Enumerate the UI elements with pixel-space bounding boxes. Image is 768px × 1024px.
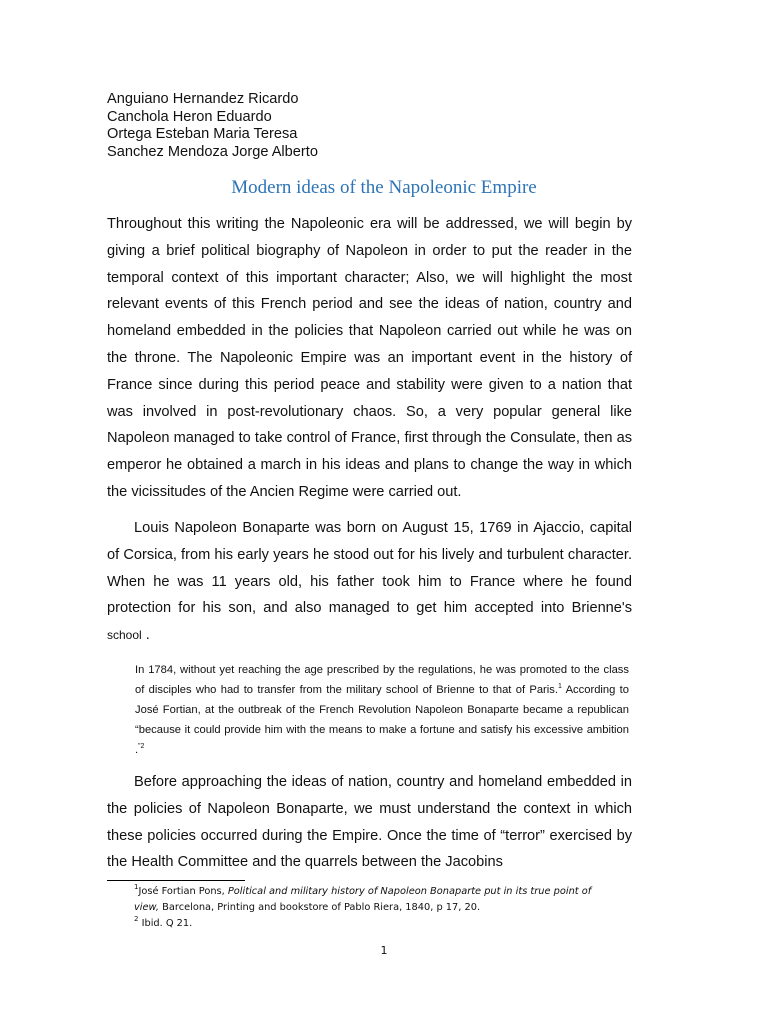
footnote-1-number: 1	[134, 883, 139, 891]
block-quote	[135, 660, 629, 760]
author-list	[107, 91, 318, 161]
birth-paragraph-end-word: school	[107, 628, 142, 643]
footnotes	[134, 884, 634, 932]
footnote-1-title: Political and military history of Napoleon Bonaparte put in its true point of	[227, 886, 592, 897]
footnote-2	[134, 916, 634, 932]
document-title: Modern ideas of the Napoleonic Empire	[231, 177, 537, 198]
birth-paragraph	[107, 515, 632, 649]
context-paragraph: Before approaching the ideas of nation, country and homeland embedded in the policies of Napoleon Bonaparte, we must understand the context in which these policies occurred during the Empire. Once the time of “terror” exercised by the Health Committee and the quarrels between the Jacobins	[107, 774, 632, 871]
intro-paragraph: Throughout this writing the Napoleonic era will be addressed, we will begin by giving a brief political biography of Napoleon in order to put the reader in the temporal context of this important character; Also, we will highlight the most relevant events of this French period and see the ideas of nation, country and homeland embedded in the policies that Napoleon carried out while he was on the throne. The Napoleonic Empire was an important event in the history of France since during this period peace and stability were given to a nation that was involved in post-revolutionary chaos. So, a very popular general like Napoleon managed to take control of France, first through the Consulate, then as emperor he obtained a march in his ideas and plans to change the way in which the vicissitudes of the Ancien Regime were carried out.	[107, 216, 632, 500]
footnote-1-continued	[134, 900, 634, 916]
footnote-separator	[107, 880, 245, 881]
footnote-ref-2[interactable]: ”2	[138, 743, 145, 750]
footnote-2-text: Ibid. Q 21.	[138, 918, 193, 929]
birth-paragraph-text: Louis Napoleon Bonaparte was born on August 15, 1769 in Ajaccio, capital of Corsica, from his early years he stood out for his lively and turbulent character. When he was 11 years old, his father took him to France where he found protection for his son, and also managed to get him accepted into Brienne's	[107, 520, 632, 617]
footnote-1	[134, 884, 634, 900]
author-name: Sanchez Mendoza Jorge Alberto	[107, 143, 318, 160]
quote-text-part2: According to José Fortian, at the outbreak of the French Revolution Napoleon Bonaparte became a republican “because it could provide him with the means to make a fortune and satisfy his excessive ambition .	[135, 684, 629, 756]
footnote-1-author: José Fortian Pons,	[138, 886, 228, 897]
footnote-1-title-end: view,	[134, 902, 160, 913]
footnote-1-publication: Barcelona, Printing and bookstore of Pablo Riera, 1840, p 17, 20.	[159, 902, 481, 913]
author-name: Anguiano Hernandez Ricardo	[107, 91, 299, 107]
footnote-ref-1[interactable]: 1	[557, 683, 562, 690]
quote-text-part1: In 1784, without yet reaching the age prescribed by the regulations, he was promoted to the class of disciples who had to transfer from the military school of Brienne to that of Paris.	[135, 664, 629, 696]
author-name: Ortega Esteban Maria Teresa	[107, 126, 298, 143]
author-name: Canchola Heron Eduardo	[107, 108, 272, 125]
page-number: 1	[380, 944, 388, 957]
footnote-2-number: 2	[134, 915, 139, 923]
birth-paragraph-end-punct: .	[141, 627, 150, 644]
